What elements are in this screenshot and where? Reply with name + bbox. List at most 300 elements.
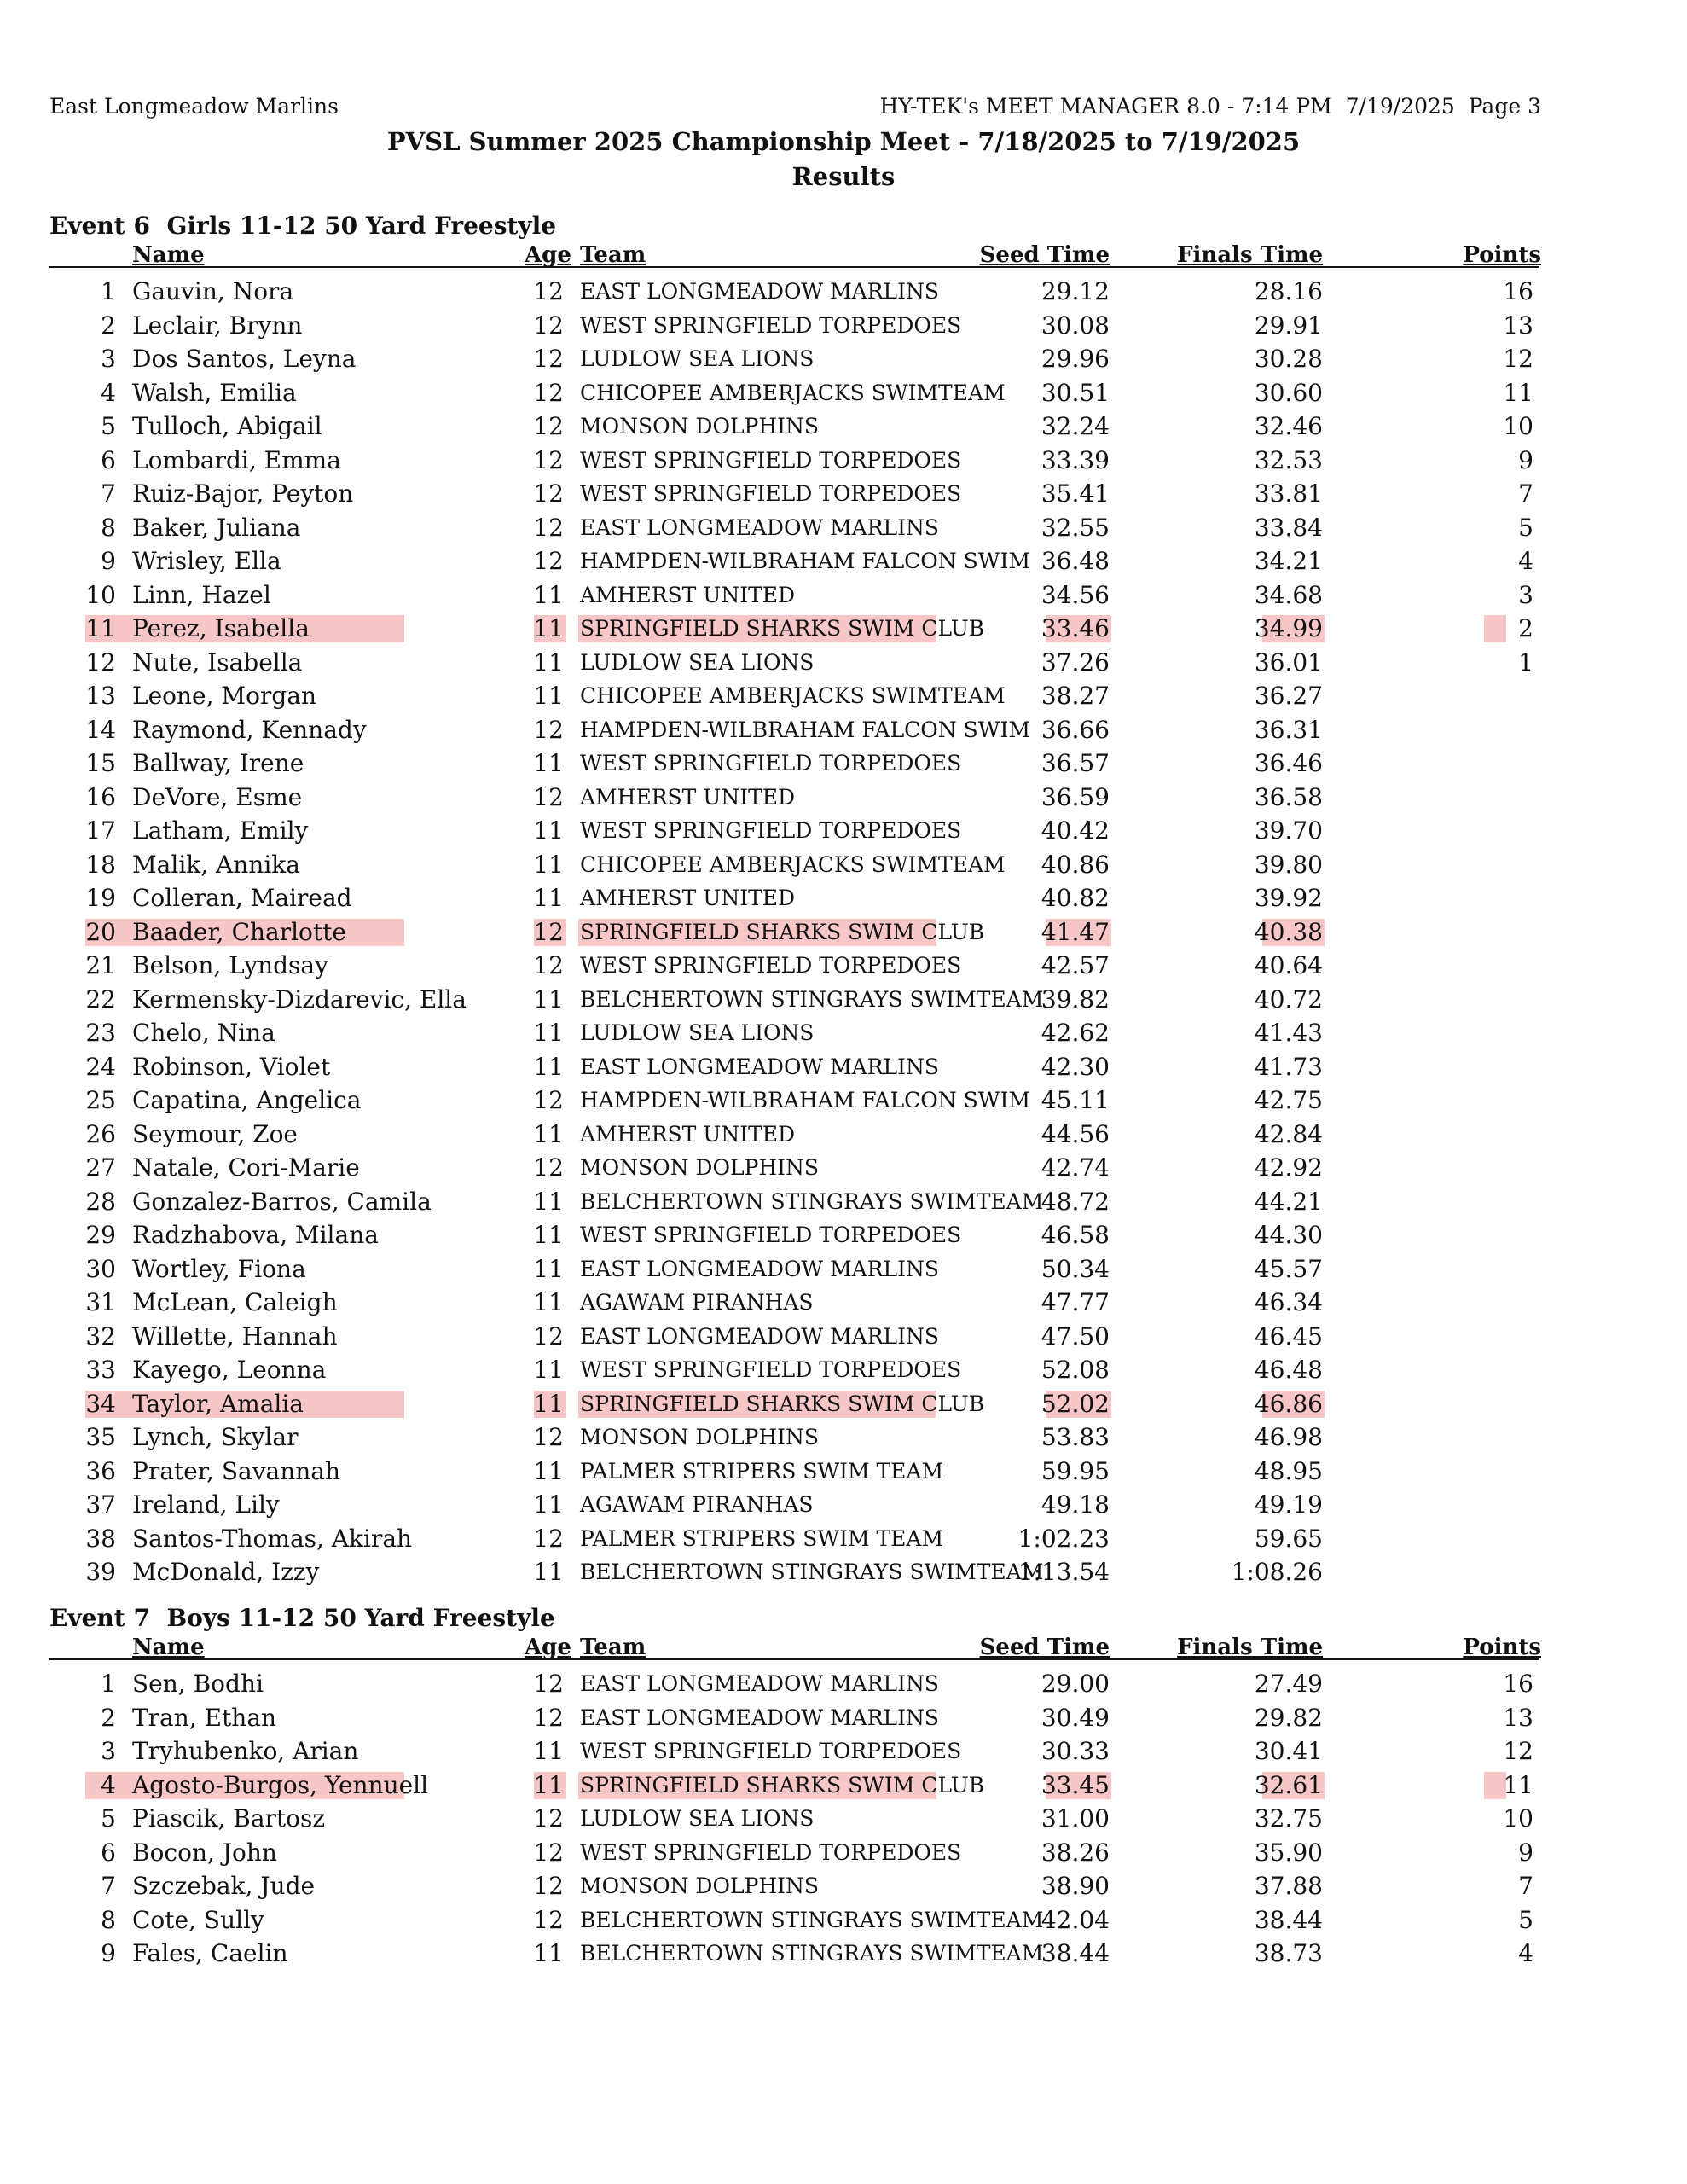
team-name: CHICOPEE AMBERJACKS SWIMTEAM [580,851,1006,877]
finals-time: 45.57 [1254,1254,1323,1283]
team-name: EAST LONGMEADOW MARLINS [580,279,940,304]
team-name: WEST SPRINGFIELD TORPEDOES [580,1357,962,1382]
team-name: MONSON DOLPHINS [580,1873,820,1898]
seed-time: 40.42 [1041,816,1110,845]
place-cell: 11 [85,614,116,642]
result-row [0,1769,1687,1803]
swimmer-name: Kermensky-Dizdarevic, Ella [132,985,467,1014]
finals-time: 44.21 [1254,1187,1323,1216]
points-cell: 9 [1518,445,1533,474]
result-row [0,848,1687,882]
result-row [0,1252,1687,1287]
finals-time: 49.19 [1254,1490,1323,1519]
age-cell: 12 [533,513,564,542]
result-row [0,949,1687,983]
finals-time: 39.70 [1254,816,1323,845]
seed-time: 44.56 [1041,1119,1110,1148]
result-row [0,1667,1687,1701]
finals-time: 46.45 [1254,1321,1323,1350]
points-cell: 11 [1503,1770,1533,1799]
col-finals: Finals Time [1177,1635,1323,1660]
points-cell: 9 [1518,1838,1533,1867]
finals-time: 39.92 [1254,884,1323,912]
place-cell: 28 [85,1187,116,1216]
event-7-results [0,1667,1687,1971]
place-cell: 22 [85,985,116,1014]
swimmer-name: Lynch, Skylar [132,1423,299,1451]
finals-time: 32.46 [1254,412,1323,440]
swimmer-name: Lombardi, Emma [132,445,341,474]
result-row [0,1016,1687,1050]
place-cell: 26 [85,1119,116,1148]
age-cell: 11 [533,1052,564,1081]
place-cell: 2 [101,311,116,340]
seed-time: 39.82 [1041,985,1110,1014]
age-cell: 11 [533,1456,564,1485]
swimmer-name: Santos-Thomas, Akirah [132,1524,413,1553]
age-cell: 12 [533,1872,564,1900]
place-cell: 3 [101,1737,116,1765]
team-name: BELCHERTOWN STINGRAYS SWIMTEAM [580,1188,1044,1214]
seed-time: 45.11 [1041,1086,1110,1114]
swimmer-name: Tulloch, Abigail [132,412,322,440]
age-cell: 11 [533,1389,564,1418]
team-name: WEST SPRINGFIELD TORPEDOES [580,312,962,338]
place-cell: 12 [85,648,116,677]
swimmer-name: Gauvin, Nora [132,277,294,305]
result-row [0,915,1687,950]
points-cell: 12 [1503,345,1533,373]
place-cell: 6 [101,445,116,474]
result-row [0,1387,1687,1421]
place-cell: 10 [85,580,116,609]
finals-time: 34.99 [1254,614,1323,642]
team-name: SPRINGFIELD SHARKS SWIM CLUB [580,919,985,944]
place-cell: 1 [101,1670,116,1698]
age-cell: 11 [533,884,564,912]
highlight-mark [1484,615,1506,642]
finals-time: 44.30 [1254,1221,1323,1249]
result-row [0,1420,1687,1455]
team-name: MONSON DOLPHINS [580,1425,820,1449]
age-cell: 11 [533,816,564,845]
result-row [0,444,1687,478]
age-cell: 11 [533,580,564,609]
place-cell: 23 [85,1019,116,1047]
points-cell: 16 [1503,277,1533,305]
team-name: BELCHERTOWN STINGRAYS SWIMTEAM [580,1560,1044,1584]
seed-time: 36.48 [1041,547,1110,575]
swimmer-name: Baader, Charlotte [132,917,346,946]
team-name: SPRINGFIELD SHARKS SWIM CLUB [580,1772,985,1798]
col-finals: Finals Time [1177,242,1323,268]
result-row [0,275,1687,309]
finals-time: 29.82 [1254,1703,1323,1732]
finals-time: 1:08.26 [1231,1558,1323,1586]
seed-time: 1:13.54 [1017,1558,1110,1586]
swimmer-name: Agosto-Burgos, Yennuell [132,1770,429,1799]
seed-time: 37.26 [1041,648,1110,677]
age-cell: 12 [533,547,564,575]
result-row [0,1353,1687,1387]
seed-time: 47.77 [1041,1288,1110,1316]
swimmer-name: Seymour, Zoe [132,1119,299,1148]
team-name: BELCHERTOWN STINGRAYS SWIMTEAM [580,986,1044,1012]
seed-time: 36.57 [1041,749,1110,777]
points-cell: 16 [1503,1670,1533,1698]
finals-time: 48.95 [1254,1456,1323,1485]
age-cell: 11 [533,1019,564,1047]
col-name: Name [132,1635,205,1660]
seed-time: 52.02 [1041,1389,1110,1418]
points-cell: 3 [1518,580,1533,609]
result-row [0,1836,1687,1870]
age-cell: 11 [533,1939,564,1967]
swimmer-name: Kayego, Leonna [132,1356,327,1384]
place-cell: 13 [85,682,116,710]
place-cell: 25 [85,1086,116,1114]
result-row [0,477,1687,511]
swimmer-name: Szczebak, Jude [132,1872,316,1900]
team-name: MONSON DOLPHINS [580,414,820,439]
age-cell: 12 [533,1153,564,1182]
points-cell: 5 [1518,1905,1533,1934]
place-cell: 5 [101,412,116,440]
swimmer-name: Willette, Hannah [132,1321,338,1350]
place-cell: 21 [85,951,116,979]
team-name: WEST SPRINGFIELD TORPEDOES [580,818,962,843]
finals-time: 59.65 [1254,1524,1323,1553]
seed-time: 38.44 [1041,1939,1110,1967]
result-row [0,1802,1687,1836]
swimmer-name: Natale, Cori-Marie [132,1153,360,1182]
seed-time: 32.55 [1041,513,1110,542]
swimmer-name: Sen, Bodhi [132,1670,264,1698]
place-cell: 9 [101,547,116,575]
team-name: EAST LONGMEADOW MARLINS [580,1323,940,1349]
finals-time: 38.44 [1254,1905,1323,1934]
swimmer-name: Piascik, Bartosz [132,1804,326,1833]
place-cell: 14 [85,715,116,744]
points-cell: 13 [1503,311,1533,340]
swimmer-name: Malik, Annika [132,850,300,879]
seed-time: 38.26 [1041,1838,1110,1867]
team-name: BELCHERTOWN STINGRAYS SWIMTEAM [580,1907,1044,1932]
col-points: Points [1463,1635,1541,1660]
finals-time: 39.80 [1254,850,1323,879]
swimmer-name: Ballway, Irene [132,749,304,777]
team-name: LUDLOW SEA LIONS [580,649,815,675]
team-name: WEST SPRINGFIELD TORPEDOES [580,1739,962,1763]
place-cell: 33 [85,1356,116,1384]
age-cell: 12 [533,715,564,744]
result-row [0,1869,1687,1903]
finals-time: 36.01 [1254,648,1323,677]
points-cell: 10 [1503,412,1533,440]
finals-time: 36.58 [1254,782,1323,811]
result-row [0,746,1687,781]
result-row [0,1185,1687,1219]
age-cell: 12 [533,412,564,440]
col-team: Team [580,242,646,268]
seed-time: 36.59 [1041,782,1110,811]
meet-title: PVSL Summer 2025 Championship Meet - 7/18/2025 to 7/19/2025 [386,127,1301,156]
finals-time: 41.43 [1254,1019,1323,1047]
swimmer-name: Linn, Hazel [132,580,271,609]
seed-time: 53.83 [1041,1423,1110,1451]
swimmer-name: DeVore, Esme [132,782,303,811]
seed-time: 48.72 [1041,1187,1110,1216]
seed-time: 47.50 [1041,1321,1110,1350]
result-row [0,814,1687,848]
result-row [0,1455,1687,1489]
place-cell: 35 [85,1423,116,1451]
finals-time: 30.28 [1254,345,1323,373]
team-name: EAST LONGMEADOW MARLINS [580,1671,940,1696]
seed-time: 32.24 [1041,412,1110,440]
team-name: AMHERST UNITED [580,1121,796,1147]
team-name: EAST LONGMEADOW MARLINS [580,1256,940,1281]
team-name: EAST LONGMEADOW MARLINS [580,514,940,540]
swimmer-name: Tran, Ethan [132,1703,277,1732]
age-cell: 12 [533,951,564,979]
result-row [0,1118,1687,1152]
points-cell: 4 [1518,547,1533,575]
team-name: CHICOPEE AMBERJACKS SWIMTEAM [580,683,1006,708]
points-cell: 2 [1518,614,1533,642]
finals-time: 36.31 [1254,715,1323,744]
place-cell: 8 [101,513,116,542]
place-cell: 8 [101,1905,116,1934]
age-cell: 11 [533,648,564,677]
finals-time: 28.16 [1254,277,1323,305]
place-cell: 7 [101,479,116,508]
event-6-results [0,275,1687,1589]
seed-time: 30.49 [1041,1703,1110,1732]
age-cell: 11 [533,1490,564,1519]
age-cell: 11 [533,682,564,710]
swimmer-name: Wrisley, Ella [132,547,281,575]
seed-time: 41.47 [1041,917,1110,946]
place-cell: 2 [101,1703,116,1732]
place-cell: 19 [85,884,116,912]
seed-time: 52.08 [1041,1356,1110,1384]
result-row [0,612,1687,646]
col-team: Team [580,1635,646,1660]
result-row [0,1050,1687,1084]
place-cell: 37 [85,1490,116,1519]
age-cell: 12 [533,311,564,340]
seed-time: 38.27 [1041,682,1110,710]
seed-time: 29.96 [1041,345,1110,373]
result-row [0,1286,1687,1320]
result-row [0,309,1687,343]
age-cell: 11 [533,1737,564,1765]
col-seed: Seed Time [979,242,1110,268]
seed-time: 33.46 [1041,614,1110,642]
place-cell: 20 [85,917,116,946]
place-cell: 27 [85,1153,116,1182]
swimmer-name: Nute, Isabella [132,648,303,677]
points-cell: 4 [1518,1939,1533,1967]
seed-time: 33.45 [1041,1770,1110,1799]
place-cell: 1 [101,277,116,305]
swimmer-name: Leone, Morgan [132,682,316,710]
place-cell: 31 [85,1288,116,1316]
finals-time: 42.75 [1254,1086,1323,1114]
swimmer-name: Chelo, Nina [132,1019,275,1047]
result-row [0,1320,1687,1354]
seed-time: 42.04 [1041,1905,1110,1934]
finals-time: 34.21 [1254,547,1323,575]
finals-time: 40.64 [1254,951,1323,979]
result-row [0,1522,1687,1556]
finals-time: 46.48 [1254,1356,1323,1384]
team-name: MONSON DOLPHINS [580,1155,820,1180]
seed-time: 42.57 [1041,951,1110,979]
place-cell: 6 [101,1838,116,1867]
points-cell: 10 [1503,1804,1533,1833]
seed-time: 59.95 [1041,1456,1110,1485]
finals-time: 42.84 [1254,1119,1323,1148]
age-cell: 12 [533,1838,564,1867]
points-cell: 1 [1518,648,1533,677]
place-cell: 3 [101,345,116,373]
place-cell: 38 [85,1524,116,1553]
age-cell: 11 [533,1356,564,1384]
team-name: WEST SPRINGFIELD TORPEDOES [580,447,962,473]
swimmer-name: Gonzalez-Barros, Camila [132,1187,432,1216]
place-cell: 36 [85,1456,116,1485]
seed-time: 36.66 [1041,715,1110,744]
result-row [0,544,1687,578]
finals-time: 35.90 [1254,1838,1323,1867]
seed-time: 30.08 [1041,311,1110,340]
place-cell: 34 [85,1389,116,1418]
result-row [0,342,1687,376]
swimmer-name: McDonald, Izzy [132,1558,320,1586]
finals-time: 36.27 [1254,682,1323,710]
age-cell: 12 [533,1321,564,1350]
team-name: WEST SPRINGFIELD TORPEDOES [580,953,962,978]
event-6-title: Event 6 Girls 11-12 50 Yard Freestyle [49,212,557,240]
team-name: HAMPDEN-WILBRAHAM FALCON SWIM [580,1088,1030,1112]
age-cell: 12 [533,1423,564,1451]
event-7-title: Event 7 Boys 11-12 50 Yard Freestyle [49,1604,555,1632]
swimmer-name: Belson, Lyndsay [132,951,328,979]
team-name: WEST SPRINGFIELD TORPEDOES [580,1839,962,1865]
swimmer-name: Colleran, Mairead [132,884,352,912]
age-cell: 12 [533,782,564,811]
place-cell: 18 [85,850,116,879]
seed-time: 29.00 [1041,1670,1110,1698]
finals-time: 30.41 [1254,1737,1323,1765]
swimmer-name: McLean, Caleigh [132,1288,338,1316]
team-name: PALMER STRIPERS SWIM TEAM [580,1525,944,1551]
place-cell: 4 [101,1770,116,1799]
age-cell: 11 [533,1187,564,1216]
swimmer-name: Robinson, Violet [132,1052,331,1081]
result-row [0,1151,1687,1185]
col-age: Age [525,242,571,268]
finals-time: 34.68 [1254,580,1323,609]
result-row [0,1083,1687,1118]
seed-time: 50.34 [1041,1254,1110,1283]
swimmer-name: Fales, Caelin [132,1939,288,1967]
seed-time: 42.74 [1041,1153,1110,1182]
result-row [0,1937,1687,1971]
place-cell: 7 [101,1872,116,1900]
result-row [0,1903,1687,1937]
swimmer-name: Bocon, John [132,1838,277,1867]
team-name: BELCHERTOWN STINGRAYS SWIMTEAM [580,1941,1044,1966]
seed-time: 38.90 [1041,1872,1110,1900]
seed-time: 30.51 [1041,378,1110,407]
finals-time: 37.88 [1254,1872,1323,1900]
team-name: WEST SPRINGFIELD TORPEDOES [580,1223,962,1247]
points-cell: 7 [1518,479,1533,508]
result-row [0,881,1687,915]
age-cell: 11 [533,850,564,879]
finals-time: 42.92 [1254,1153,1323,1182]
seed-time: 33.39 [1041,445,1110,474]
results-title: Results [791,162,896,191]
swimmer-name: Latham, Emily [132,816,309,845]
team-name: AGAWAM PIRANHAS [580,1290,814,1315]
team-name: HAMPDEN-WILBRAHAM FALCON SWIM [580,549,1030,573]
col-seed: Seed Time [979,1635,1110,1660]
seed-time: 40.82 [1041,884,1110,912]
age-cell: 12 [533,277,564,305]
header-left: East Longmeadow Marlins [49,94,339,119]
age-cell: 12 [533,479,564,508]
points-cell: 12 [1503,1737,1533,1765]
result-row [0,1488,1687,1522]
age-cell: 12 [533,1086,564,1114]
age-cell: 12 [533,445,564,474]
finals-time: 46.34 [1254,1288,1323,1316]
finals-time: 32.75 [1254,1804,1323,1833]
event-6-divider [49,266,1539,268]
seed-time: 29.12 [1041,277,1110,305]
seed-time: 42.62 [1041,1019,1110,1047]
seed-time: 42.30 [1041,1052,1110,1081]
seed-time: 40.86 [1041,850,1110,879]
age-cell: 12 [533,1670,564,1698]
place-cell: 15 [85,749,116,777]
age-cell: 12 [533,917,564,946]
finals-time: 27.49 [1254,1670,1323,1698]
points-cell: 7 [1518,1872,1533,1900]
finals-time: 30.60 [1254,378,1323,407]
finals-time: 32.53 [1254,445,1323,474]
team-name: AGAWAM PIRANHAS [580,1492,814,1517]
age-cell: 11 [533,1558,564,1586]
swimmer-name: Wortley, Fiona [132,1254,306,1283]
place-cell: 9 [101,1939,116,1967]
age-cell: 11 [533,749,564,777]
points-cell: 5 [1518,513,1533,542]
seed-time: 49.18 [1041,1490,1110,1519]
team-name: HAMPDEN-WILBRAHAM FALCON SWIM [580,717,1030,742]
team-name: AMHERST UNITED [580,886,796,910]
swimmer-name: Walsh, Emilia [132,378,297,407]
team-name: WEST SPRINGFIELD TORPEDOES [580,481,962,506]
result-row [0,410,1687,444]
finals-time: 36.46 [1254,749,1323,777]
swimmer-name: Ireland, Lily [132,1490,280,1519]
result-row [0,578,1687,613]
